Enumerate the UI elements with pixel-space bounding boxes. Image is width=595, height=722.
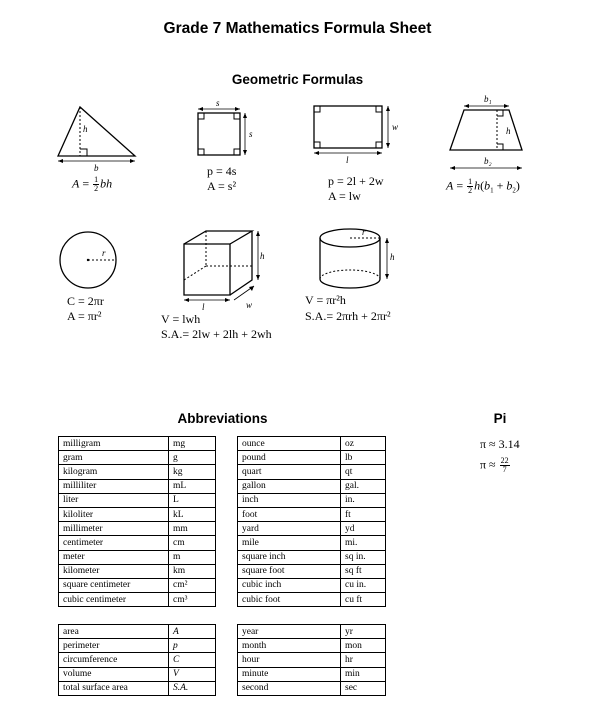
cylinder-height-label: h xyxy=(390,252,395,262)
term-cell: mile xyxy=(238,536,341,550)
abbreviation-cell: mi. xyxy=(341,536,386,550)
pi-heading: Pi xyxy=(493,411,507,426)
term-cell: kilometer xyxy=(59,564,169,578)
term-cell: liter xyxy=(59,493,169,507)
triangle-base-label: b xyxy=(94,163,99,173)
abbreviations-heading: Abbreviations xyxy=(177,411,268,426)
abbreviation-cell: min xyxy=(341,667,386,681)
rectangle-length-label: l xyxy=(346,155,349,165)
cylinder-volume-formula: V = πr²h xyxy=(305,293,346,307)
abbreviation-row xyxy=(59,493,216,507)
abbreviation-row xyxy=(59,536,216,550)
abbreviation-row xyxy=(59,593,216,607)
abbreviation-row xyxy=(238,653,386,667)
term-cell: kilogram xyxy=(59,465,169,479)
abbreviation-cell: p xyxy=(169,639,216,653)
rectangular-prism-figure xyxy=(172,226,272,316)
customary-abbreviations-table xyxy=(237,436,386,607)
prism-volume-formula: V = lwh xyxy=(161,312,201,326)
square-side-label: s xyxy=(249,129,253,139)
abbreviation-row xyxy=(59,479,216,493)
abbreviation-row xyxy=(238,564,386,578)
term-cell: second xyxy=(238,681,341,695)
term-cell: quart xyxy=(238,465,341,479)
abbreviation-row xyxy=(59,564,216,578)
pi-fraction-numerator: 22 xyxy=(500,456,509,465)
pi-approximation-decimal: π ≈ 3.14 xyxy=(480,437,520,451)
circle-circumference-formula: C = 2πr xyxy=(67,294,104,308)
term-cell: cubic foot xyxy=(238,593,341,607)
abbreviation-cell: mon xyxy=(341,639,386,653)
abbreviation-cell: mL xyxy=(169,479,216,493)
abbreviation-cell: qt xyxy=(341,465,386,479)
term-cell: foot xyxy=(238,507,341,521)
square-top-label: s xyxy=(216,98,220,108)
trapezoid-height-label: h xyxy=(506,126,511,136)
abbreviation-row xyxy=(59,681,216,695)
abbreviation-cell: cu ft xyxy=(341,593,386,607)
prism-length-label: l xyxy=(202,302,205,312)
abbreviation-row xyxy=(59,437,216,451)
trapezoid-area-formula: A = $\frac{1}{2}$ $h(b_1 + b_2)$ xyxy=(446,177,520,195)
abbreviation-row xyxy=(59,625,216,639)
pi-approximation-fraction xyxy=(480,457,511,474)
abbreviation-row xyxy=(59,578,216,592)
abbreviation-cell: yd xyxy=(341,522,386,536)
square-figure xyxy=(190,98,260,162)
abbreviation-cell: V xyxy=(169,667,216,681)
abbreviation-row xyxy=(238,667,386,681)
prism-height-label: h xyxy=(260,251,265,261)
term-cell: milligram xyxy=(59,437,169,451)
time-abbreviations-table xyxy=(237,624,386,696)
pi-fraction-denominator: 7 xyxy=(502,465,507,474)
term-cell: square inch xyxy=(238,550,341,564)
term-cell: ounce xyxy=(238,437,341,451)
abbreviation-cell: cm³ xyxy=(169,593,216,607)
term-cell: gallon xyxy=(238,479,341,493)
abbreviation-row xyxy=(238,536,386,550)
abbreviation-cell: C xyxy=(169,653,216,667)
term-cell: square centimeter xyxy=(59,578,169,592)
abbreviation-cell: gal. xyxy=(341,479,386,493)
abbreviation-row xyxy=(238,681,386,695)
term-cell: millimeter xyxy=(59,522,169,536)
term-cell: cubic centimeter xyxy=(59,593,169,607)
abbreviation-cell: in. xyxy=(341,493,386,507)
circle-radius-label: r xyxy=(102,248,106,258)
abbreviation-row xyxy=(238,639,386,653)
abbreviation-row xyxy=(238,522,386,536)
term-cell: hour xyxy=(238,653,341,667)
term-cell: cubic inch xyxy=(238,578,341,592)
abbreviation-cell: sec xyxy=(341,681,386,695)
abbreviation-row xyxy=(59,465,216,479)
trapezoid-bottom-base-label: b₂ xyxy=(484,156,492,166)
rectangle-area-formula: A = lw xyxy=(328,189,361,203)
abbreviation-cell: m xyxy=(169,550,216,564)
abbreviation-row xyxy=(238,578,386,592)
square-perimeter-formula: p = 4s xyxy=(207,164,237,178)
term-cell: total surface area xyxy=(59,681,169,695)
abbreviation-row xyxy=(59,522,216,536)
abbreviation-cell: km xyxy=(169,564,216,578)
abbreviation-cell: mm xyxy=(169,522,216,536)
cylinder-figure xyxy=(312,226,402,292)
rectangle-perimeter-formula: p = 2l + 2w xyxy=(328,174,384,188)
term-cell: month xyxy=(238,639,341,653)
abbreviation-cell: A xyxy=(169,625,216,639)
abbreviation-cell: hr xyxy=(341,653,386,667)
term-cell: yard xyxy=(238,522,341,536)
term-cell: kiloliter xyxy=(59,507,169,521)
page-title: Grade 7 Mathematics Formula Sheet xyxy=(163,20,432,37)
abbreviation-cell: S.A. xyxy=(169,681,216,695)
abbreviation-row xyxy=(59,639,216,653)
abbreviation-cell: cm² xyxy=(169,578,216,592)
term-cell: perimeter xyxy=(59,639,169,653)
rectangle-width-label: w xyxy=(392,122,399,132)
triangle-height-label: h xyxy=(83,124,88,134)
square-area-formula: A = s² xyxy=(207,179,237,193)
abbreviation-cell: oz xyxy=(341,437,386,451)
abbreviation-row xyxy=(238,493,386,507)
triangle-area-formula: A = $\frac{1}{2}$ bh xyxy=(72,175,113,193)
abbreviation-row xyxy=(238,550,386,564)
prism-surface-area-formula: S.A.= 2lw + 2lh + 2wh xyxy=(161,327,272,341)
term-cell: gram xyxy=(59,451,169,465)
abbreviation-cell: kL xyxy=(169,507,216,521)
term-cell: inch xyxy=(238,493,341,507)
term-cell: circumference xyxy=(59,653,169,667)
term-cell: centimeter xyxy=(59,536,169,550)
abbreviation-cell: L xyxy=(169,493,216,507)
abbreviation-row xyxy=(238,625,386,639)
pi-approx-symbol: π ≈ xyxy=(480,457,496,472)
abbreviation-row xyxy=(238,593,386,607)
abbreviation-cell: kg xyxy=(169,465,216,479)
metric-abbreviations-table xyxy=(58,436,216,607)
abbreviation-row xyxy=(59,507,216,521)
abbreviation-cell: mg xyxy=(169,437,216,451)
abbreviation-row xyxy=(238,465,386,479)
circle-figure xyxy=(58,230,122,292)
abbreviation-cell: sq in. xyxy=(341,550,386,564)
term-cell: year xyxy=(238,625,341,639)
rectangle-figure xyxy=(308,102,408,166)
prism-width-label: w xyxy=(246,300,253,310)
trapezoid-figure xyxy=(440,92,535,174)
abbreviation-cell: cm xyxy=(169,536,216,550)
trapezoid-top-base-label: b₁ xyxy=(484,94,492,104)
triangle-figure xyxy=(55,104,145,174)
term-cell: milliliter xyxy=(59,479,169,493)
abbreviation-cell: lb xyxy=(341,451,386,465)
term-cell: meter xyxy=(59,550,169,564)
geometric-formulas-heading: Geometric Formulas xyxy=(231,72,364,87)
abbreviation-row xyxy=(59,667,216,681)
abbreviation-cell: cu in. xyxy=(341,578,386,592)
term-cell: area xyxy=(59,625,169,639)
cylinder-surface-area-formula: S.A.= 2πrh + 2πr² xyxy=(305,309,391,323)
abbreviation-cell: yr xyxy=(341,625,386,639)
abbreviation-cell: ft xyxy=(341,507,386,521)
abbreviation-row xyxy=(59,653,216,667)
term-cell: minute xyxy=(238,667,341,681)
term-cell: pound xyxy=(238,451,341,465)
abbreviation-row xyxy=(238,451,386,465)
abbreviation-row xyxy=(59,550,216,564)
abbreviation-row xyxy=(238,507,386,521)
abbreviation-cell: sq ft xyxy=(341,564,386,578)
term-cell: square foot xyxy=(238,564,341,578)
term-cell: volume xyxy=(59,667,169,681)
measurement-symbols-table xyxy=(58,624,216,696)
abbreviation-row xyxy=(238,437,386,451)
abbreviation-row xyxy=(238,479,386,493)
cylinder-radius-label: r xyxy=(362,227,366,237)
abbreviation-cell: g xyxy=(169,451,216,465)
circle-area-formula: A = πr² xyxy=(67,309,102,323)
abbreviation-row xyxy=(59,451,216,465)
